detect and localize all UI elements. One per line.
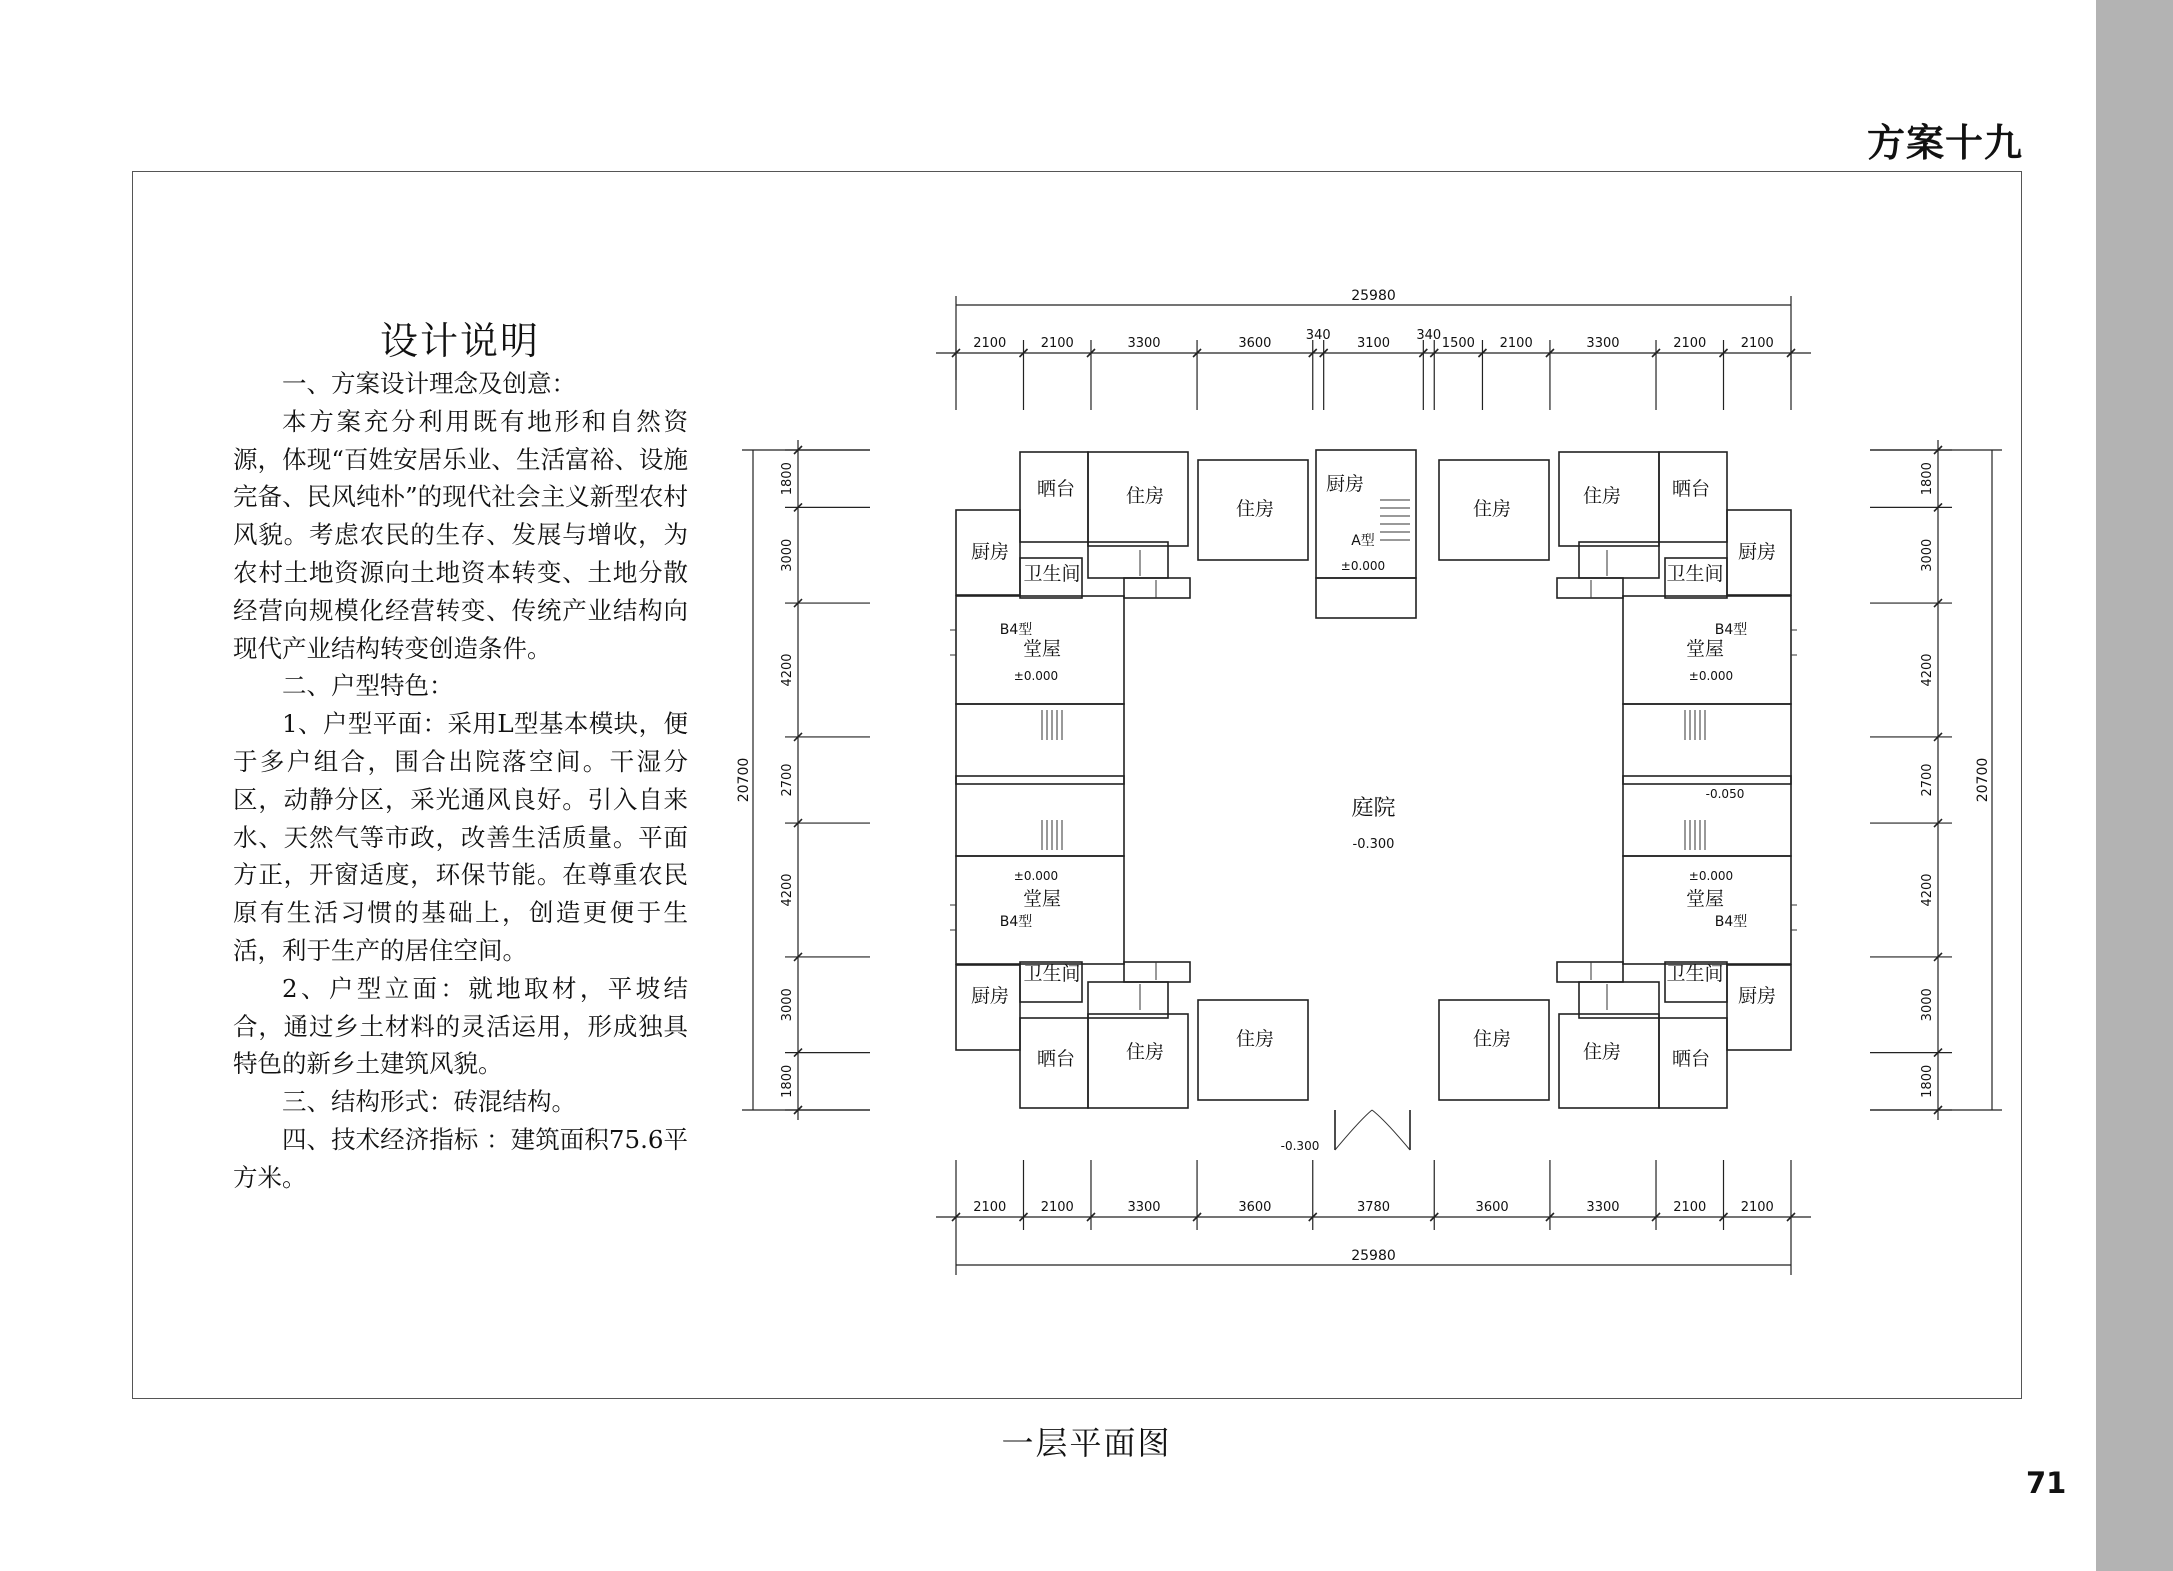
room-label: 住房 xyxy=(1125,485,1165,507)
room-label: 住房 xyxy=(1125,1041,1165,1063)
bottom-dim-label: 3600 xyxy=(1238,1200,1272,1215)
room-label: ±0.000 xyxy=(1013,669,1059,683)
level-mark: -0.300 xyxy=(1280,1139,1320,1153)
room-label: 厨房 xyxy=(970,541,1010,563)
section-heading: 三、结构形式：砖混结构。 xyxy=(282,1087,576,1117)
plan-caption: 一层平面图 xyxy=(1001,1424,1172,1462)
room-label: ±0.000 xyxy=(1688,669,1734,683)
room-label: 卫生间 xyxy=(1023,963,1081,985)
bedroom-room xyxy=(1439,1000,1549,1100)
bottom-dim-label: 3300 xyxy=(1586,1200,1620,1215)
left-dim-label: 1800 xyxy=(780,1064,795,1098)
bottom-total-dim-label: 25980 xyxy=(1351,1248,1396,1264)
room-label: B4型 xyxy=(999,622,1033,638)
bedroom-room xyxy=(1198,1000,1308,1100)
room-label: 晒台 xyxy=(1671,478,1711,500)
stair-room xyxy=(956,776,1124,856)
bottom-dim-label: 3780 xyxy=(1356,1200,1391,1215)
room-label: 晒台 xyxy=(1671,1048,1711,1070)
room-label: B4型 xyxy=(999,914,1033,930)
right-dim-label: 4200 xyxy=(1920,653,1935,687)
page-number: 71 xyxy=(2026,1466,2067,1500)
right-total-dim-label: 20700 xyxy=(1975,757,1991,803)
top-dim-label: 2100 xyxy=(1740,336,1774,351)
bottom-dim-label: 2100 xyxy=(1040,1200,1074,1215)
courtyard-label: 庭院 xyxy=(1351,796,1396,821)
corridor xyxy=(1557,578,1623,598)
top-dim-label: 2100 xyxy=(1499,336,1533,351)
top-dim-label: 3300 xyxy=(1127,336,1161,351)
a-type-porch xyxy=(1316,578,1416,618)
room-label: 厨房 xyxy=(1737,985,1777,1007)
top-dim-label: 340 xyxy=(1416,328,1442,343)
corridor xyxy=(1124,578,1190,598)
room-label: B4型 xyxy=(1714,622,1748,638)
section-paragraph: 1、户型平面：采用L型基本模块，便于多户组合，围合出院落空间。干湿分区，动静分区，采光通风良好。引入自来水、天然气等市政，改善生活质量。平面方正，开窗适度，环保节能。在尊重农民原有生活习惯的基础上，创造更便于生活，利于生产的居住空间。 xyxy=(233,709,688,965)
corridor xyxy=(1579,542,1659,578)
room-label: 晒台 xyxy=(1036,478,1076,500)
corridor xyxy=(1579,982,1659,1018)
bottom-dim-label: 2100 xyxy=(1673,1200,1707,1215)
bottom-dim-label: 3600 xyxy=(1475,1200,1509,1215)
right-dim-label: 3000 xyxy=(1920,988,1935,1022)
section-paragraph: 2、户型立面：就地取材，平坡结合，通过乡土材料的灵活运用，形成独具特色的新乡土建筑风貌。 xyxy=(233,973,688,1079)
top-dim-label: 3600 xyxy=(1238,336,1272,351)
section-heading: 二、户型特色： xyxy=(282,671,454,701)
left-dim-label: 4200 xyxy=(780,653,795,687)
room-label: 晒台 xyxy=(1036,1048,1076,1070)
dimension-lines xyxy=(742,296,2002,1275)
room-label: 厨房 xyxy=(1325,473,1365,495)
corridor xyxy=(1088,982,1168,1018)
floor-plan-drawing xyxy=(720,280,2010,1300)
gate-leaves xyxy=(1335,1110,1410,1150)
section-paragraph: 本方案充分利用既有地形和自然资源，体现“百姓安居乐业、生活富裕、设施完备、民风纯朴”的现代社会主义新型农村风貌。考虑农民的生存、发展与增收，为农村土地资源向土地资本转变、土地分散经营向规模化经营转变、传统产业结构向现代产业结构转变创造条件。 xyxy=(233,406,688,663)
room-label: 住房 xyxy=(1472,498,1512,520)
room-label: 卫生间 xyxy=(1666,563,1724,585)
level-mark: -0.050 xyxy=(1705,787,1745,801)
page-title: 方案十九 xyxy=(1866,121,2023,165)
room-label: 住房 xyxy=(1235,1028,1275,1050)
left-dim-label: 3000 xyxy=(780,988,795,1022)
corridor xyxy=(1124,962,1190,982)
left-dim-label: 2700 xyxy=(780,763,795,797)
stair-room xyxy=(1623,704,1791,784)
bottom-dim-label: 2100 xyxy=(1740,1200,1774,1215)
top-total-dim-label: 25980 xyxy=(1351,288,1396,304)
room-label: 厨房 xyxy=(970,985,1010,1007)
kitchen-room xyxy=(1727,965,1791,1050)
corridor xyxy=(1557,962,1623,982)
left-dim-label: 3000 xyxy=(780,538,795,572)
page-edge-bar xyxy=(2096,0,2173,1571)
room-label: 堂屋 xyxy=(1685,888,1725,910)
kitchen-room xyxy=(956,965,1020,1050)
top-dim-label: 2100 xyxy=(1040,336,1074,351)
room-label: 住房 xyxy=(1235,498,1275,520)
right-dim-label: 2700 xyxy=(1920,763,1935,797)
room-label: A型 xyxy=(1351,533,1375,549)
bottom-dim-label: 3300 xyxy=(1127,1200,1161,1215)
top-dim-label: 2100 xyxy=(1673,336,1707,351)
description-title: 设计说明 xyxy=(379,319,540,363)
right-dim-label: 3000 xyxy=(1920,538,1935,572)
top-dim-label: 3300 xyxy=(1586,336,1620,351)
room-label: ±0.000 xyxy=(1013,869,1059,883)
room-label: 卫生间 xyxy=(1023,563,1081,585)
bottom-dim-label: 2100 xyxy=(973,1200,1007,1215)
level-mark: ±0.000 xyxy=(1340,559,1386,573)
level-mark: -0.300 xyxy=(1352,837,1395,852)
room-label: 住房 xyxy=(1582,485,1622,507)
stair-room xyxy=(956,704,1124,784)
top-dim-label: 340 xyxy=(1305,328,1331,343)
left-dim-label: 1800 xyxy=(780,462,795,496)
room-label: 卫生间 xyxy=(1666,963,1724,985)
top-dim-label: 3100 xyxy=(1356,336,1391,351)
room-label: 住房 xyxy=(1582,1041,1622,1063)
description-body xyxy=(233,365,688,1197)
right-dim-label: 4200 xyxy=(1920,873,1935,907)
section-heading: 一、方案设计理念及创意： xyxy=(282,369,576,398)
top-dim-label: 1500 xyxy=(1441,336,1475,351)
right-dim-label: 1800 xyxy=(1920,462,1935,496)
room-label: 堂屋 xyxy=(1685,638,1725,660)
room-label: 住房 xyxy=(1472,1028,1512,1050)
room-label: 堂屋 xyxy=(1022,888,1062,910)
section-heading: 四、技术经济指标 ：建筑面积75.6平方米。 xyxy=(233,1124,688,1192)
left-total-dim-label: 20700 xyxy=(736,757,752,803)
left-dim-label: 4200 xyxy=(780,873,795,907)
room-label: ±0.000 xyxy=(1688,869,1734,883)
room-label: B4型 xyxy=(1714,914,1748,930)
right-dim-label: 1800 xyxy=(1920,1064,1935,1098)
corridor xyxy=(1088,542,1168,578)
room-label: 厨房 xyxy=(1737,541,1777,563)
room-label: 堂屋 xyxy=(1022,638,1062,660)
top-dim-label: 2100 xyxy=(973,336,1007,351)
